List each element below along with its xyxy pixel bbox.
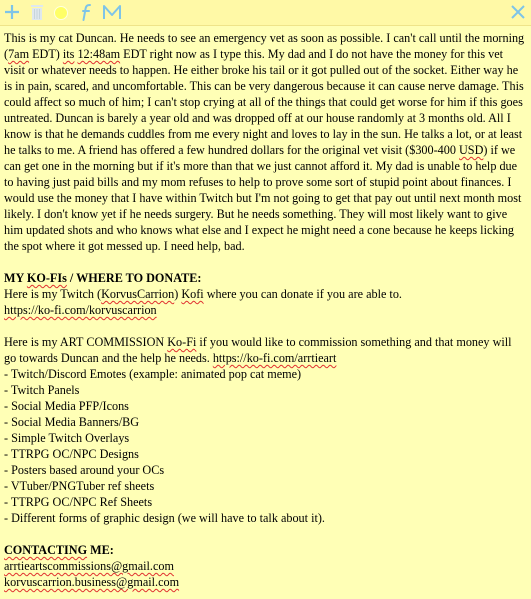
close-icon[interactable] — [508, 2, 528, 22]
list-item: - Simple Twitch Overlays — [4, 431, 130, 445]
kofi-link[interactable]: https://ko-fi.com/korvuscarrion — [4, 303, 157, 317]
email-2[interactable]: korvuscarrion.business@gmail.com — [4, 575, 180, 589]
kofi-line: Here is my Twitch (KorvusCarrion) Kofi where you can donate if you are able to. — [4, 287, 402, 301]
list-item: - Posters based around your OCs — [4, 463, 165, 477]
note-toolbar — [0, 0, 531, 26]
art-kofi-link[interactable]: https://ko-fi.com/arrtieart — [212, 351, 337, 365]
list-item: - Twitch/Discord Emotes (example: animated pop cat meme) — [4, 367, 302, 381]
list-item: - TTRPG OC/NPC Ref Sheets — [4, 495, 153, 509]
list-item: - Social Media PFP/Icons — [4, 399, 129, 413]
note-body[interactable] — [4, 30, 526, 590]
add-icon[interactable] — [2, 2, 22, 22]
story-paragraph: This is my cat Duncan. He needs to see an emergency vet as soon as possible. I can't call until the morning (7am EDT) its 12:48am EDT right now as I type this. My dad and I do not have the money for this vet visit or whatever needs to happen. He either broke his tail or it got pulled out of the socket. Either way he is in pain, scared, and uncomfortable. This can be very dangerous because it can cause nerve damage. This could affect so much of him; I can't stop crying at all of the things that could get worse for him if this goes untreated. Duncan is barely a year old and was dropped off at our house randomly at 3 months old. All I know is that he demands cuddles from me every night and loves to lay in the sun. He talks a lot, or at least he talks to me. A friend has offered a few hundred dollars for the original vet visit ($300-400 USD) if we can get one in the morning but if it's more than that we just cannot afford it. My dad is unable to help due to having just paid bills and my mom refuses to help to prove some sort of stupid point about finances. I would use the money that I have within Twitch but I'm not going to get that pay out until next month most likely. I don't know yet if he needs surgery. But he needs something. They will most likely want to give him updated shots and who knows what else and I expect he might need a cone because he keeps licking the spot where it got messed up. I need help, bad. — [4, 31, 525, 253]
contact-heading: CONTACTING ME: — [4, 543, 114, 557]
email-1[interactable]: arrtieartscommissions@gmail.com — [4, 559, 174, 573]
list-item: - Twitch Panels — [4, 383, 80, 397]
list-item: - Social Media Banners/BG — [4, 415, 140, 429]
font-m-icon[interactable] — [101, 2, 123, 22]
kofi-heading: MY KO-FIs / WHERE TO DONATE: — [4, 271, 202, 285]
font-f-icon[interactable] — [77, 2, 97, 22]
color-dot-icon[interactable] — [52, 2, 72, 22]
list-item: - TTRPG OC/NPC Designs — [4, 447, 139, 461]
list-item: - VTuber/PNGTuber ref sheets — [4, 479, 155, 493]
art-commission-paragraph: Here is my ART COMMISSION Ko-Fi if you would like to commission something and that money will go towards Duncan and the help he needs. https://ko-fi.com/arrtieart — [4, 335, 512, 365]
trash-icon[interactable] — [27, 2, 47, 22]
list-item: - Different forms of graphic design (we will have to talk about it). — [4, 511, 325, 525]
